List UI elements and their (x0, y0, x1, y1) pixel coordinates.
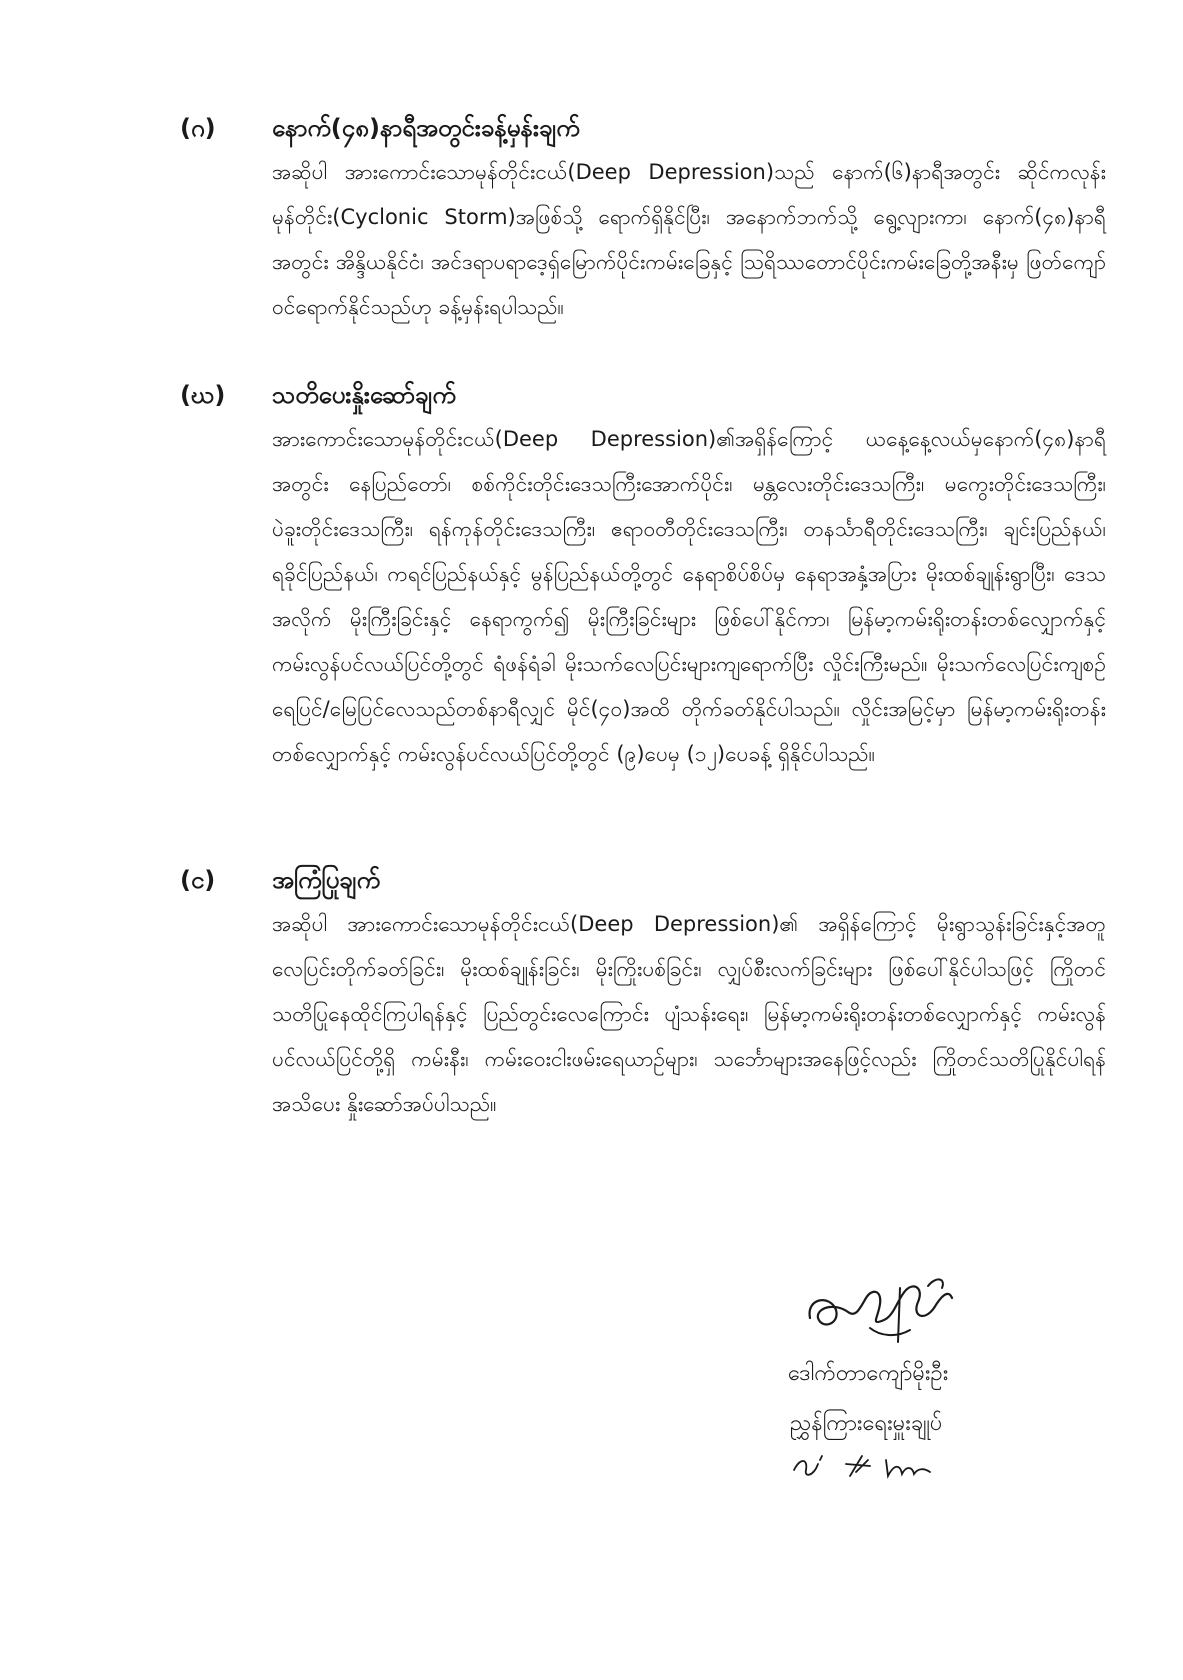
section-title: အကြံပြုချက် (272, 866, 381, 894)
section-number: (င) (180, 866, 216, 894)
section-title: နောက်(၄၈)နာရီအတွင်းခန့်မှန်းချက် (272, 114, 580, 142)
signer-title: ညွှန်ကြားရေးမှူးချုပ် (790, 1411, 943, 1436)
section-body: အဆိုပါ အားကောင်းသောမုန်တိုင်းငယ်(Deep Depression)သည် နောက်(၆)နာရီအတွင်း ဆိုင်ကလုန်းမုန်တိုင်း(Cyclonic Storm)အဖြစ်သို့ ရောက်ရှိနိုင်ပြီး၊ အနောက်ဘက်သို့ ရွေ့လျားကာ၊ နောက်(၄၈)နာရီအတွင်း အိန္ဒိယနိုင်ငံ၊ အင်ဒရာပရာဒေ့ရှ်မြောက်ပိုင်းကမ်းခြေနှင့် ဩရိဿတောင်ပိုင်းကမ်းခြေတို့အနီးမှ ဖြတ်ကျော်ဝင်ရောက်နိုင်သည်ဟု ခန့်မှန်းရပါသည်။ (272, 160, 1106, 319)
section-body: အားကောင်းသောမုန်တိုင်းငယ်(Deep Depression)၏အရှိန်ကြောင့် ယနေ့နေ့လယ်မှနောက်(၄၈)နာရီအတွင်း နေပြည်တော်၊ စစ်ကိုင်းတိုင်းဒေသကြီးအောက်ပိုင်း၊ မန္တလေးတိုင်းဒေသကြီး၊ မကွေးတိုင်းဒေသကြီး၊ ပဲခူးတိုင်းဒေသကြီး၊ ရန်ကုန်တိုင်းဒေသကြီး၊ ဧရာဝတီတိုင်းဒေသကြီး၊ တနင်္သာရီတိုင်းဒေသကြီး၊ ချင်းပြည်နယ်၊ ရခိုင်ပြည်နယ်၊ ကရင်ပြည်နယ်နှင့် မွန်ပြည်နယ်တို့တွင် နေရာစိပ်စိပ်မှ နေရာအနှံ့အပြား မိုးထစ်ချုန်းရွာပြီး၊ ဒေသအလိုက် မိုးကြီးခြင်းနှင့် နေရာကွက်၍ မိုးကြီးခြင်းများ ဖြစ်ပေါ်နိုင်ကာ၊ မြန်မာ့ကမ်းရိုးတန်းတစ်လျှောက်နှင့် ကမ်းလွန်ပင်လယ်ပြင်တို့တွင် ရံဖန်ရံခါ မိုးသက်လေပြင်းများကျရောက်ပြီး လှိုင်းကြီးမည်။ မိုးသက်လေပြင်းကျစဉ် ရေပြင်/မြေပြင်လေသည်တစ်နာရီလျှင် မိုင်(၄၀)အထိ တိုက်ခတ်နိုင်ပါသည်။ လှိုင်းအမြင့်မှာ မြန်မာ့ကမ်းရိုးတန်းတစ်လျှောက်နှင့် ကမ်းလွန်ပင်လယ်ပြင်တို့တွင် (၉)ပေမှ (၁၂)ပေခန့် ရှိနိုင်ပါသည်။ (272, 427, 1106, 766)
section-number: (ဃ) (180, 381, 226, 409)
section-body: အဆိုပါ အားကောင်းသောမုန်တိုင်းငယ်(Deep Depression)၏ အရှိန်ကြောင့် မိုးရွာသွန်းခြင်းနှင့်အတူ လေပြင်းတိုက်ခတ်ခြင်း၊ မိုးထစ်ချုန်းခြင်း၊ မိုးကြိုးပစ်ခြင်း၊ လျှပ်စီးလက်ခြင်းများ ဖြစ်ပေါ်နိုင်ပါသဖြင့် ကြိုတင်သတိပြုနေထိုင်ကြပါရန်နှင့် ပြည်တွင်းလေကြောင်း ပျံသန်းရေး၊ မြန်မာ့ကမ်းရိုးတန်းတစ်လျှောက်နှင့် ကမ်းလွန်ပင်လယ်ပြင်တို့ရှိ ကမ်းနီး၊ ကမ်းဝေးငါးဖမ်းရေယာဉ်များ၊ သင်္ဘောများအနေဖြင့်လည်း ကြိုတင်သတိပြုနိုင်ပါရန် အသိပေး နှိုးဆော်အပ်ပါသည်။ (272, 912, 1106, 1116)
handwritten-signature (800, 1268, 960, 1352)
handwritten-initials (790, 1450, 940, 1482)
section-number: (ဂ) (180, 114, 216, 142)
signer-name: ဒေါက်တာကျော်မိုးဦး (788, 1361, 949, 1386)
section-title: သတိပေးနှိုးဆော်ချက် (272, 381, 456, 409)
